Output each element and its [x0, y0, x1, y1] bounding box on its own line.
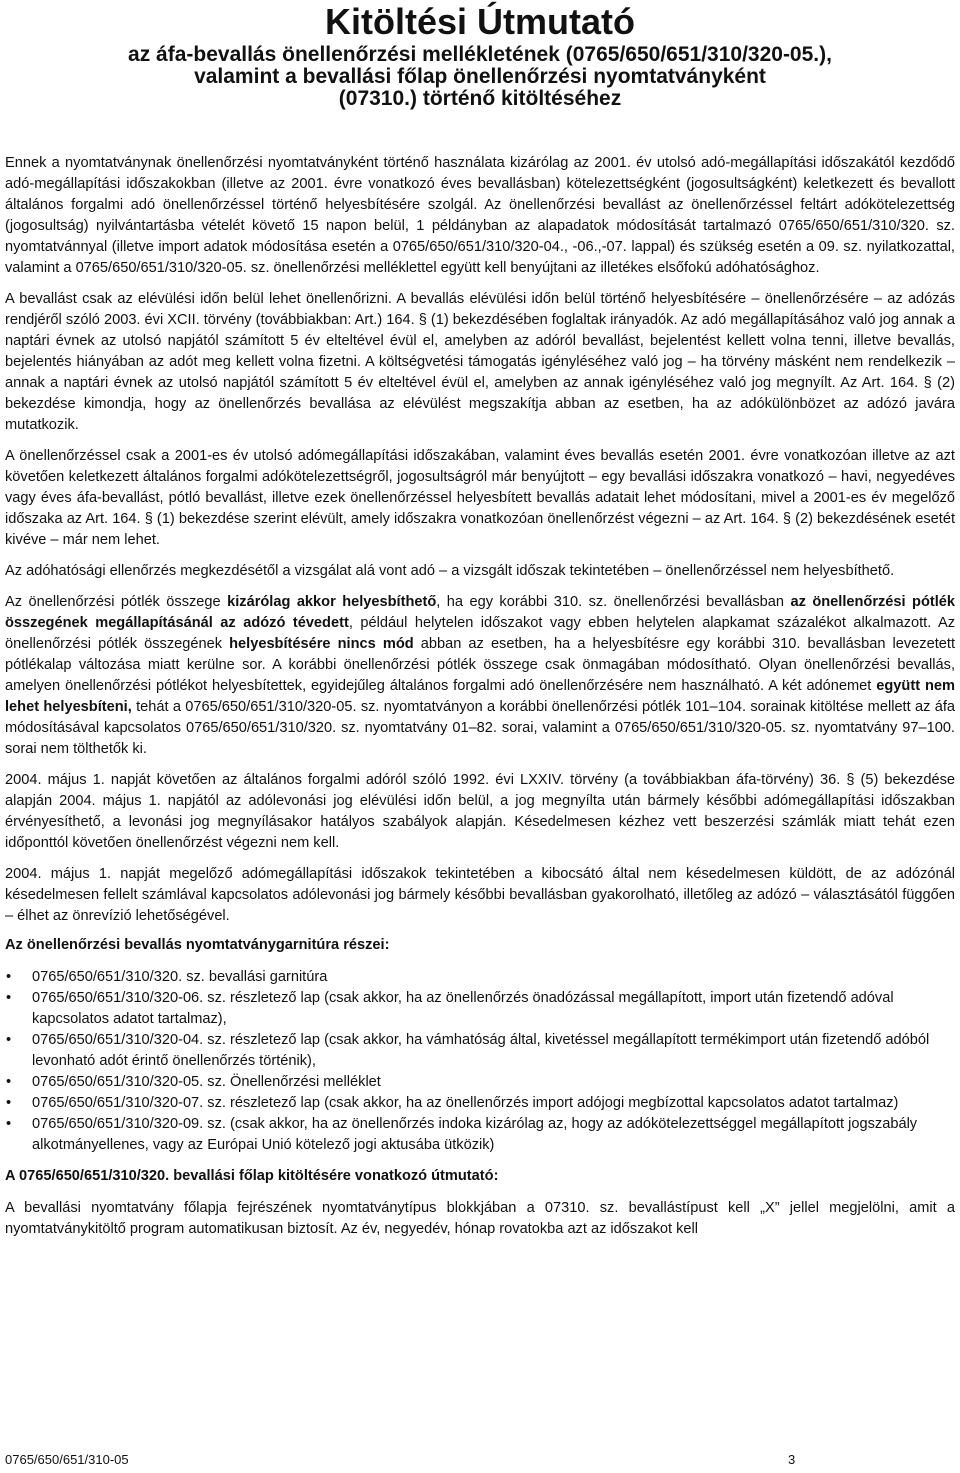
audit-paragraph: Az adóhatósági ellenőrzés megkezdésétől a vizsgálat alá vont adó – a vizsgált időszak tekintetében – önellenőrzéssel nem helyesbíthető. [5, 563, 895, 579]
list-item: • 0765/650/651/310/320-06. sz. részletező lap (csak akkor, ha az önellenőrzés önadózással megállapított, import után fizetendő adóval kapcsolatos adatot tartalmaz), [5, 988, 955, 1030]
intro-paragraph: Ennek a nyomtatványnak önellenőrzési nyomtatványként történő használata kizárólag az 2001. év utolsó adó-megállapítási időszakától kezdődő adó-megállapítási időszakokban (illetve az 2001. évre vonatkozó éves bevallásban) kötelezettségként (jogosultságként) keletkezett és bevallott általános forgalmi adó önellenőrzéssel történő helyesbítésére szolgál. Az önellenőrzési bevallást az önellenőrzéssel feltárt adókötelezettség (jogosultság) nyilvántartásba vételét követő 15 napon belül, 1 példányban az alapadatok módosítását tartalmazó 0765/650/651/310/320. sz. nyomtatvánnyal (illetve import adatok módosítása esetén a 0765/650/651/310/320-04., -06.,-07. lappal) és szükség esetén a 09. sz. nyilatkozattal, valamint a 0765/650/651/310/320-05. sz. önellenőrzési melléklettel együtt kell benyújtani az illetékes elsőfokú adóhatósághoz. [5, 155, 955, 276]
pre-2004-paragraph: 2004. május 1. napját megelőző adómegállapítási időszakok tekintetében a kibocsátó által nem késedelmesen küldött, de az adózónál késedelmesen fellelt számlával kapcsolatos adólevonási jog bármely későbbi bevallásban gyakorolható, illetőleg az adózó – választásától függően – élhet az önrevízió lehetőségével. [5, 866, 955, 924]
scope-paragraph: A önellenőrzéssel csak a 2001-es év utolsó adómegállapítási időszakában, valamint éves bevallás esetén 2001. évre vonatkozóan illetve az azt követően keletkezett általános forgalmi adókötelezettségről, jogosultságról már benyújtott – egy bevallási időszakra vonatkozó – havi, negyedéves vagy éves áfa-bevallást, pótló bevallást, illetve ezek önellenőrzéssel helyesbített bevallás adatait lehet módosítani, mivel a 2001-es év megelőző időszaka az Art. 164. § (1) bekezdése szerint elévült, amely időszakra vonatkozóan önellenőrzést végezni – az Art. 164. § (2) bekezdésének esetét kivéve – már nem lehet. [5, 448, 955, 548]
page-subtitle [0, 44, 960, 110]
deduction-paragraph: 2004. május 1. napját követően az általános forgalmi adóról szóló 1992. évi LXXIV. törvény (a továbbiakban áfa-törvény) 36. § (5) bekezdése alapján 2004. május 1. napjától az adólevonási jog elévülési időn belül, a jog megnyílta után bármely későbbi adómegállapítási időszakban érvényesíthető, a levonási jog megnyílásakor hatályos szabályok alapján. Késedelmesen kézhez vett beszerzési számlák miatt tehát ezen időponttól követően önellenőrzést végezni nem kell. [5, 772, 955, 851]
list-item: • 0765/650/651/310/320. sz. bevallási garnitúra [5, 967, 955, 988]
surcharge-text-g: abban az esetben, ha a helyesbítésre egy korábbi 310. bevallásban levezetett pótlékalap változása miatt kerülne sor. A korábbi önellenőrzési pótlék összege csak önmagában módosítható. Olyan önellenőrzési bevallás, amelyen önellenőrzési pótlékot helyesbítettek, egyidejűleg általános forgalmi adó önellenőrzésére nem használható. A két adónemet [5, 636, 955, 694]
subtitle-line-3: (07310.) történő kitöltéséhez [338, 87, 622, 110]
list-item: • 0765/650/651/310/320-05. sz. Önellenőrzési melléklet [5, 1072, 955, 1093]
main-form-heading: A 0765/650/651/310/320. bevallási főlap kitöltésére vonatkozó útmutató: [5, 1168, 499, 1184]
subtitle-line-1: az áfa-bevallás önellenőrzési mellékletének (0765/650/651/310/320-05.), [128, 43, 832, 66]
list-item: • 0765/650/651/310/320-07. sz. részletező lap (csak akkor, ha az önellenőrzés import adójogi megbízottal kapcsolatos adatot tartalmaz) [5, 1093, 955, 1114]
limitation-paragraph: A bevallást csak az elévülési időn belül lehet önellenőrizni. A bevallás elévülési időn belül történő helyesbítésére – önellenőrzésére – az adózás rendjéről szóló 2003. évi XCII. törvény (továbbiakban: Art.) 164. § (1) bekezdésében foglaltak irányadók. Az adó megállapításához való jog annak a naptári évnek az utolsó napjától számított 5 év elteltével évül el, amelyben az adóról bevallást, bejelentést kellett volna tenni, illetve bevallás, bejelentés hiányában az adót meg kellett volna fizetni. A költségvetési támogatás igényléséhez való jog – ha törvény másként nem rendelkezik – annak a naptári évnek az utolsó napjától számított 5 év elteltével évül el, amelyben az annak igényléséhez való jog megnyílt. Az Art. 164. § (2) bekezdése kimondja, hogy az önellenőrzés bevallása az elévülést megszakítja abban az esetben, ha az adókülönbözet az adózó javára mutatkozik. [5, 291, 955, 433]
document-body [5, 153, 955, 1250]
surcharge-text-e: , például helytelen időszakot vagy ebben helytelen alapkamat százalékot alkalmazott. Az önellenőrzési pótlék összegének [5, 615, 955, 652]
surcharge-emphasis-h: együtt nem lehet helyesbíteni, [5, 678, 955, 715]
footer-page-number: 3 [788, 1452, 796, 1467]
surcharge-text-i: tehát a 0765/650/651/310/320-05. sz. nyomtatványon a korábbi önellenőrzési pótlék 101–104. sorainak kitöltése mellett az áfa módosításával kapcsolatos 0765/650/651/310/320. sz. nyomtatvány 01–82. sorai, valamint a 0765/650/651/310/320-05. sz. nyomtatvány 97–100. sorai nem tölthetők ki. [5, 699, 955, 757]
surcharge-emphasis-f: helyesbítésére nincs mód [229, 636, 414, 652]
list-item: • 0765/650/651/310/320-09. sz. (csak akkor, ha az önellenőrzés indoka kizárólag az, hogy az adókötelezettséggel megállapított jogszabály alkotmányellenes, vagy az Európai Unió kötelező jogi aktusába ütközik) [5, 1114, 955, 1156]
surcharge-text-c: , ha egy korábbi 310. sz. önellenőrzési bevallásban [436, 594, 791, 610]
parts-heading: Az önellenőrzési bevallás nyomtatványgarnitúra részei: [5, 937, 390, 953]
footer-form-code: 0765/650/651/310-05 [5, 1452, 129, 1467]
surcharge-emphasis-d: az önellenőrzési pótlék összegének megállapításánál az adózó tévedett [5, 594, 956, 631]
page-title: Kitöltési Útmutató [325, 1, 635, 42]
list-item: • 0765/650/651/310/320-04. sz. részletező lap (csak akkor, ha vámhatóság által, kivetéssel megállapított termékimport után fizetendő adóból levonható adót érintő önellenőrzés történik), [5, 1030, 955, 1072]
surcharge-emphasis-a: kizárólag akkor helyesbíthető [227, 594, 437, 610]
surcharge-paragraph [5, 592, 955, 760]
main-form-paragraph: A bevallási nyomtatvány főlapja fejrészének nyomtatványtípus blokkjában a 07310. sz. bevallástípust kell „X” jellel megjelölni, amit a nyomtatványkitöltő program automatikusan biztosít. Az év, negyedév, hónap rovatokba azt az időszakot kell [5, 1200, 955, 1237]
parts-list [5, 967, 955, 1156]
subtitle-line-2: valamint a bevallási főlap önellenőrzési nyomtatványként [194, 65, 766, 88]
surcharge-text-a: Az önellenőrzési pótlék összege [5, 594, 228, 610]
